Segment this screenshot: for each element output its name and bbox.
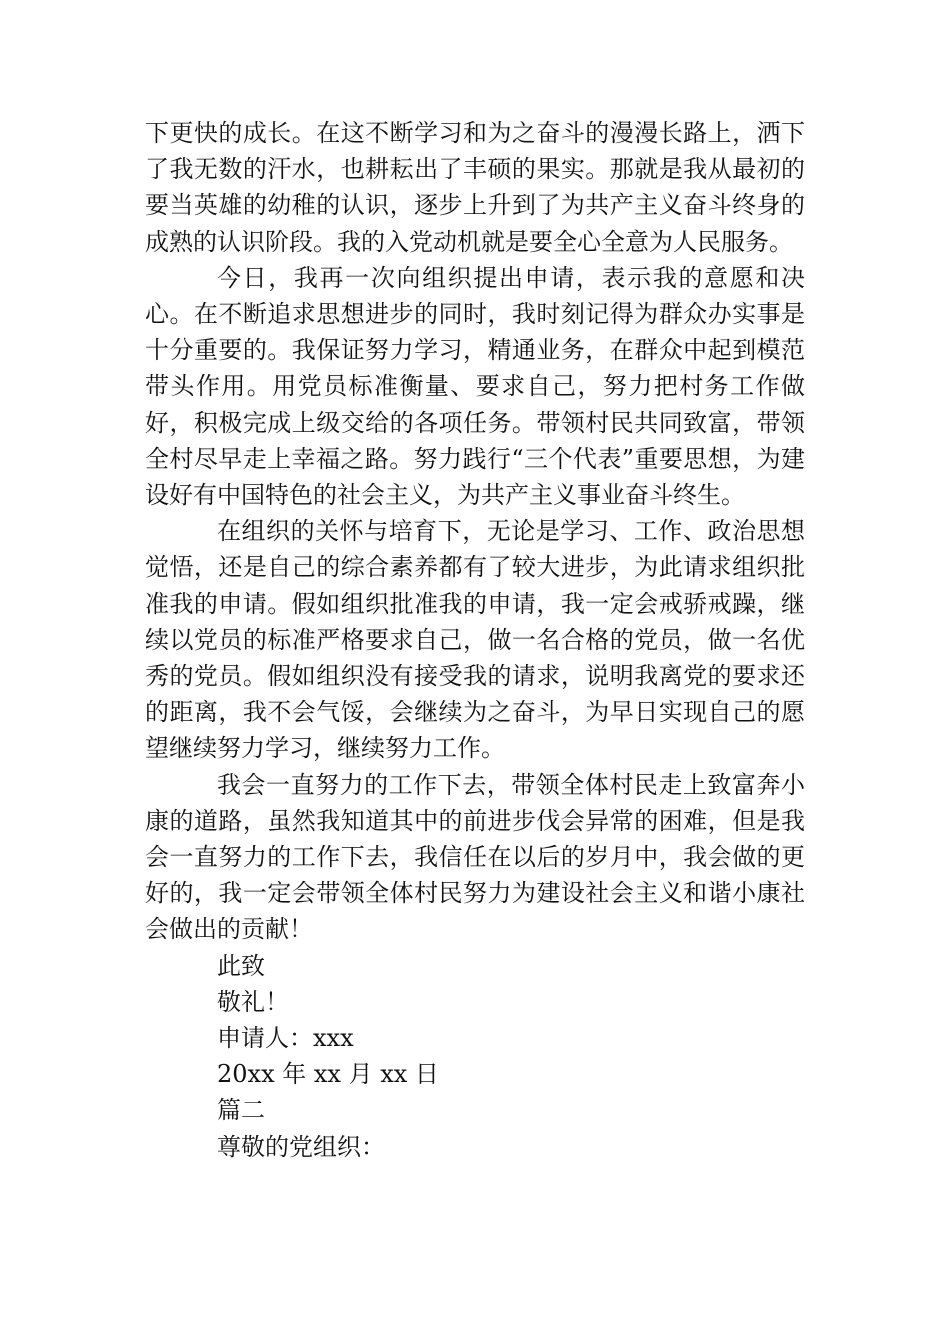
paragraph-3: 在组织的关怀与培育下，无论是学习、工作、政治思想觉悟，还是自己的综合素养都有了较大进步，为此请求组织批准我的申请。假如组织批准我的申请，我一定会戒骄戒躁，继续以党员的标准严格要求自己，做一名合格的党员，做一名优秀的党员。假如组织没有接受我的请求，说明我离党的要求还的距离，我不会气馁，会继续为之奋斗，为早日实现自己的愿望继续努力学习，继续努力工作。 <box>145 517 805 763</box>
applicant-line: 申请人：xxx <box>217 1024 354 1053</box>
greeting-line: 尊敬的党组织： <box>217 1132 385 1161</box>
paragraph-1: 下更快的成长。在这不断学习和为之奋斗的漫漫长路上，洒下了我无数的汗水，也耕耘出了丰硕的果实。那就是我从最初的要当英雄的幼稚的认识，逐步上升到了为共产主义奋斗终身的成熟的认识阶段。我的入党动机就是要全心全意为人民服务。 <box>145 119 805 256</box>
paragraph-2: 今日，我再一次向组织提出申请，表示我的意愿和决心。在不断追求思想进步的同时，我时刻记得为群众办实事是十分重要的。我保证努力学习，精通业务，在群众中起到模范带头作用。用党员标准衡量、要求自己，努力把村务工作做好，积极完成上级交给的各项任务。带领村民共同致富，带领全村尽早走上幸福之路。努力践行“三个代表”重要思想，为建设好有中国特色的社会主义，为共产主义事业奋斗终生。 <box>145 263 805 510</box>
salute-line: 敬礼！ <box>217 987 289 1016</box>
section-heading: 篇二 <box>217 1096 265 1125</box>
document-body <box>145 115 805 1165</box>
date-line: 20xx 年 xx 月 xx 日 <box>217 1060 439 1089</box>
closing-line: 此致 <box>217 951 265 980</box>
paragraph-4: 我会一直努力的工作下去，带领全体村民走上致富奔小康的道路，虽然我知道其中的前进步伐会异常的困难，但是我会一直努力的工作下去，我信任在以后的岁月中，我会做的更好的，我一定会带领全体村民努力为建设社会主义和谐小康社会做出的贡献！ <box>145 770 805 944</box>
